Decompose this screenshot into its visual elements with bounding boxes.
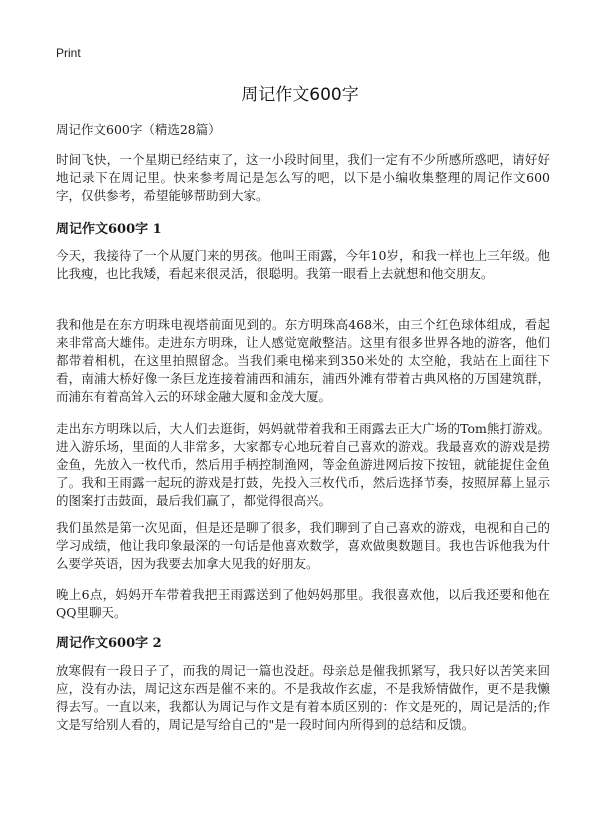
document-subtitle: 周记作文600字（精选28篇） [56,122,221,137]
section-1-paragraph-3: 走出东方明珠以后，大人们去逛街，妈妈就带着我和王雨露去正大广场的Tom熊打游戏。进入游乐场，里面的人非常多，大家都专心地玩着自己喜欢的游戏。我最喜欢的游戏是捞金鱼，先放入一枚代币，然后用手柄控制渔网，等金鱼游进网后按下按钮，就能捉住金鱼了。我和王雨露一起玩的游戏是打鼓，先投入三枚代币，然后选择节奏，按照屏幕上显示的图案打击鼓面，最后我们赢了，都觉得很高兴。 [56,421,550,508]
section-1-paragraph-1: 今天，我接待了一个从厦门来的男孩。他叫王雨露，今年10岁，和我一样也上三年级。他比我瘦，也比我矮，看起来很灵活，很聪明。我第一眼看上去就想和他交朋友。 [56,248,550,281]
section-2-paragraph-1: 放寒假有一段日子了，而我的周记一篇也没赶。母亲总是催我抓紧写，我只好以苦笑来回应，没有办法，周记这东西是催不来的。不是我故作玄虚，不是我矫情做作，更不是我懒得去写。一直以来，我都认为周记与作文是有着本质区别的：作文是死的，周记是活的;作文是写给别人看的，周记是写给自己的"是一段时间内所得到的总结和反馈。 [56,663,550,732]
section-heading-1: 周记作文600字 1 [56,222,162,237]
intro-paragraph: 时间飞快，一个星期已经结束了，这一小段时间里，我们一定有不少所感所惑吧，请好好地记录下在周记里。快来参考周记是怎么写的吧，以下是小编收集整理的周记作文600字，仅供参考，希望能够帮助到大家。 [56,152,550,203]
section-1-paragraph-2: 我和他是在东方明珠电视塔前面见到的。东方明珠高468米，由三个红色球体组成，看起来非常高大雄伟。走进东方明珠，让人感觉宽敞整洁。这里有很多世界各地的游客，他们都带着相机，在这里拍照留念。当我们乘电梯来到350米处的 太空舱，我站在上面往下看，南浦大桥好像一条巨龙连接着浦西和浦东，浦西外滩有带着古典风格的万国建筑群，而浦东有着高耸入云的环球金融大厦和金茂大厦。 [56,317,550,404]
section-1-paragraph-4: 我们虽然是第一次见面，但是还是聊了很多，我们聊到了自己喜欢的游戏，电视和自己的学习成绩，他让我印象最深的一句话是他喜欢数学，喜欢做奥数题目。我也告诉他我为什么要学英语，因为我要去加拿大见我的好朋友。 [56,520,550,571]
section-1-paragraph-5: 晚上6点，妈妈开车带着我把王雨露送到了他妈妈那里。我很喜欢他，以后我还要和他在QQ里聊天。 [56,587,550,620]
section-heading-2: 周记作文600字 2 [56,636,162,651]
page-title: 周记作文600字 [241,85,359,105]
print-link[interactable]: Print [56,46,81,60]
